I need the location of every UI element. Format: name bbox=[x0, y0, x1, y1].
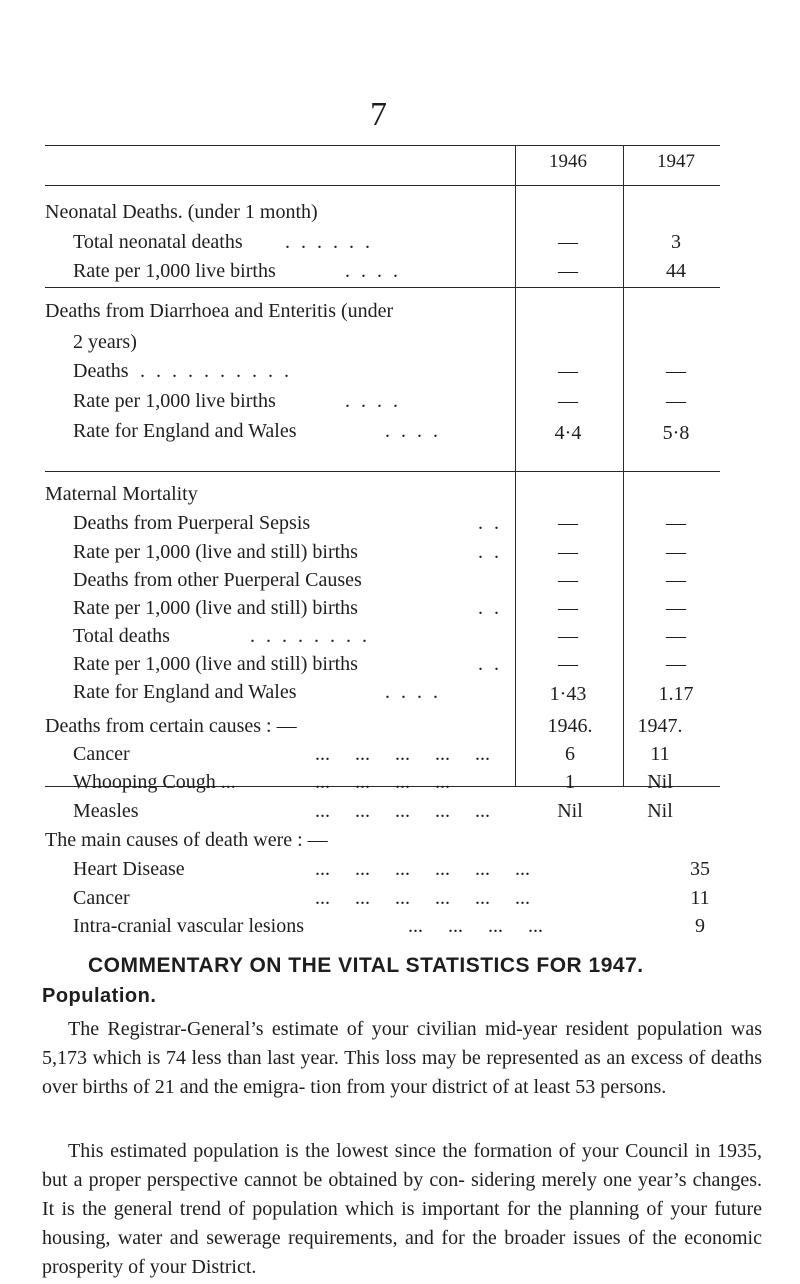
value-1946: 1·43 bbox=[549, 683, 587, 705]
cause-value-1946: 1 bbox=[565, 771, 575, 793]
row-label: Deaths from other Puerperal Causes bbox=[73, 569, 362, 591]
row-label: Rate per 1,000 live births bbox=[73, 390, 276, 412]
main-cause-leader: ... ... ... ... bbox=[408, 915, 543, 937]
main-cause-leader: ... ... ... ... ... ... bbox=[315, 887, 530, 909]
row-leader: . . bbox=[478, 541, 502, 563]
table-top-rule bbox=[45, 145, 720, 146]
value-1947: — bbox=[666, 390, 686, 412]
row-leader: . . . . bbox=[385, 681, 441, 703]
cause-value-1947: Nil bbox=[647, 771, 673, 793]
value-1946: — bbox=[558, 541, 578, 563]
value-1946: — bbox=[558, 653, 578, 675]
value-1947: — bbox=[666, 569, 686, 591]
cause-leader: ... ... ... ... ... bbox=[315, 800, 490, 822]
row-leader: . . . . . . bbox=[285, 231, 373, 253]
section-rule-1 bbox=[45, 287, 720, 288]
section-rule-2 bbox=[45, 471, 720, 472]
row-leader: . . bbox=[478, 653, 502, 675]
cause-label: Cancer bbox=[73, 743, 130, 765]
value-1947: — bbox=[666, 541, 686, 563]
cause-value-1946: 6 bbox=[565, 743, 575, 765]
commentary-paragraph: The Registrar-General’s estimate of your civilian mid-year resident population was 5,173 which is 74 less than last year. This loss may be represented as an excess of deaths over births of 21 and the emigra- tion from your district of at least 53 persons. bbox=[42, 1018, 762, 1098]
cause-leader: ... ... ... ... bbox=[315, 771, 450, 793]
row-leader: . . . . bbox=[345, 390, 401, 412]
value-1946: 4·4 bbox=[554, 422, 582, 444]
row-leader: . . . . . . . . . . bbox=[140, 360, 292, 382]
value-1946: — bbox=[558, 625, 578, 647]
main-cause-leader: ... ... ... ... ... ... bbox=[315, 858, 530, 880]
value-1946: — bbox=[558, 512, 578, 534]
column-header-1946: 1946 bbox=[549, 151, 587, 172]
row-leader: . . bbox=[478, 512, 502, 534]
row-label: Rate per 1,000 (live and still) births bbox=[73, 653, 358, 675]
main-cause-value: 9 bbox=[695, 915, 705, 937]
causes-title: Deaths from certain causes : — bbox=[45, 715, 297, 737]
value-1946: — bbox=[558, 260, 578, 282]
cause-leader: ... ... ... ... ... bbox=[315, 743, 490, 765]
section-title-diarrhoea-cont: 2 years) bbox=[73, 331, 137, 353]
value-1947: — bbox=[666, 597, 686, 619]
column-divider-right bbox=[623, 145, 624, 786]
row-leader: . . . . bbox=[385, 420, 441, 442]
value-1947: 44 bbox=[666, 260, 686, 282]
value-1947: — bbox=[666, 625, 686, 647]
causes-header-1947: 1947. bbox=[637, 715, 683, 737]
main-cause-value: 11 bbox=[690, 887, 710, 909]
main-cause-label: Heart Disease bbox=[73, 858, 185, 880]
column-header-1947: 1947 bbox=[657, 151, 695, 172]
main-cause-value: 35 bbox=[690, 858, 710, 880]
table-header-rule bbox=[45, 185, 720, 186]
row-label: Rate per 1,000 (live and still) births bbox=[73, 597, 358, 619]
cause-label: Measles bbox=[73, 800, 139, 822]
row-label: Total neonatal deaths bbox=[73, 231, 243, 253]
row-leader: . . . . bbox=[345, 260, 401, 282]
value-1947: — bbox=[666, 653, 686, 675]
value-1947: 3 bbox=[671, 231, 681, 253]
column-divider-left bbox=[515, 145, 516, 786]
section-title-maternal: Maternal Mortality bbox=[45, 483, 198, 505]
section-title-diarrhoea: Deaths from Diarrhoea and Enteritis (under bbox=[45, 300, 394, 322]
cause-value-1947: Nil bbox=[647, 800, 673, 822]
value-1946: — bbox=[558, 231, 578, 253]
value-1946: — bbox=[558, 390, 578, 412]
main-causes-title: The main causes of death were : — bbox=[45, 829, 328, 851]
causes-header-1946: 1946. bbox=[547, 715, 593, 737]
section-title-neonatal: Neonatal Deaths. (under 1 month) bbox=[45, 201, 318, 223]
commentary-subheading: Population. bbox=[42, 985, 157, 1007]
row-label: Deaths from Puerperal Sepsis bbox=[73, 512, 311, 534]
cause-label: Whooping Cough ... bbox=[73, 771, 236, 793]
value-1946: — bbox=[558, 597, 578, 619]
row-label: Rate per 1,000 live births bbox=[73, 260, 276, 282]
commentary-paragraph: This estimated population is the lowest since the formation of your Council in 1935, but a proper perspective cannot be obtained by con- sidering merely one year’s changes. It is the general trend of population which is important for the planning of your future housing, water and sewerage requirements, and for the broader issues of the economic prosperity of your District. bbox=[42, 1140, 762, 1278]
value-1947: 5·8 bbox=[662, 422, 690, 444]
value-1947: — bbox=[666, 512, 686, 534]
row-label: Rate for England and Wales bbox=[73, 420, 297, 442]
row-label: Rate per 1,000 (live and still) births bbox=[73, 541, 358, 563]
main-cause-label: Intra-cranial vascular lesions bbox=[73, 915, 305, 937]
row-label: Rate for England and Wales bbox=[73, 681, 297, 703]
value-1947: 1.17 bbox=[658, 683, 694, 705]
value-1946: — bbox=[558, 360, 578, 382]
page-number: 7 bbox=[370, 96, 387, 133]
row-leader: . . bbox=[478, 597, 502, 619]
row-label: Total deaths bbox=[73, 625, 170, 647]
row-label: Deaths bbox=[73, 360, 129, 382]
row-leader: . . . . . . . . bbox=[250, 625, 370, 647]
commentary-heading: COMMENTARY ON THE VITAL STATISTICS FOR 1947. bbox=[88, 954, 644, 977]
value-1946: — bbox=[558, 569, 578, 591]
cause-value-1946: Nil bbox=[557, 800, 583, 822]
cause-value-1947: 11 bbox=[650, 743, 670, 765]
main-cause-label: Cancer bbox=[73, 887, 130, 909]
value-1947: — bbox=[666, 360, 686, 382]
